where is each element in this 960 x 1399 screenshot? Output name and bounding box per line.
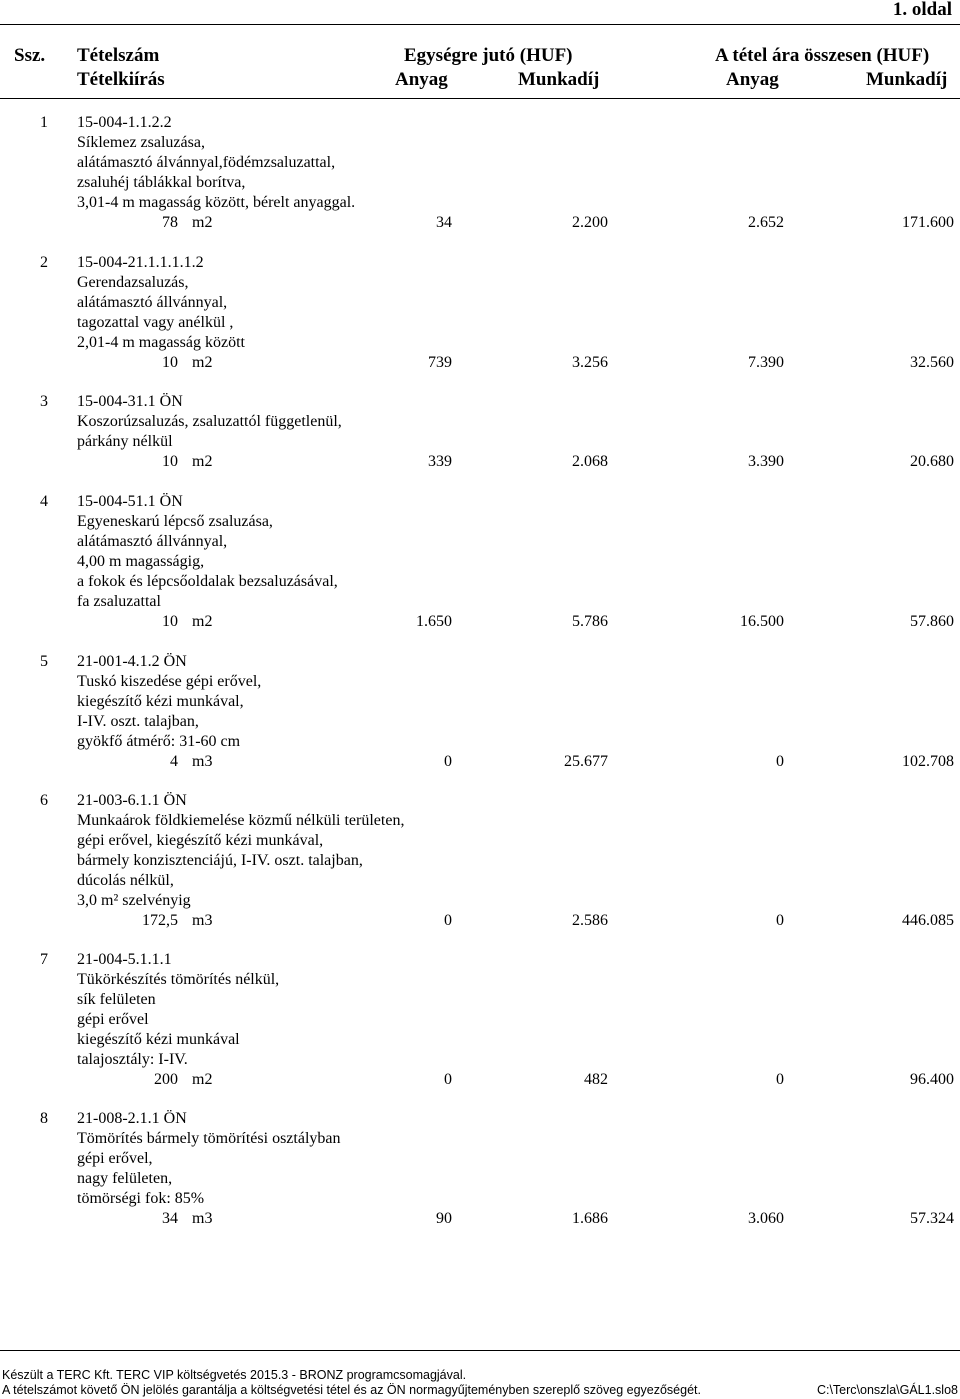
unit-price-anyag: 34 bbox=[436, 214, 452, 231]
item-code: 15-004-21.1.1.1.1.2 bbox=[77, 254, 204, 271]
item-description-line: Egyeneskarú lépcső zsaluzása, bbox=[77, 513, 273, 530]
header-anyag-total: Anyag bbox=[726, 69, 779, 90]
item-description-line: alátámasztó álvánnyal,födémzsaluzattal, bbox=[77, 154, 336, 171]
total-anyag: 3.390 bbox=[748, 453, 784, 470]
item-number: 4 bbox=[40, 493, 48, 510]
item-number: 3 bbox=[40, 393, 48, 410]
item-description-line: a fokok és lépcsőoldalak bezsaluzásával, bbox=[77, 573, 338, 590]
item-quantity: 4 bbox=[170, 753, 178, 770]
item-description-line: gépi erővel, bbox=[77, 1150, 153, 1167]
item-text bbox=[77, 1109, 341, 1209]
item-description-line: nagy felületen, bbox=[77, 1170, 173, 1187]
header-egysegre-juto: Egységre jutó (HUF) bbox=[404, 45, 573, 66]
total-munkadij: 171.600 bbox=[902, 214, 954, 231]
item-description-line: 3,01-4 m magasság között, bérelt anyaggal. bbox=[77, 194, 356, 211]
item-quantity: 10 bbox=[162, 354, 178, 371]
item-description-line: kiegészítő kézi munkával, bbox=[77, 693, 244, 710]
header-munkadij-unit: Munkadíj bbox=[518, 69, 600, 90]
footer-rule bbox=[0, 1350, 960, 1351]
footer-line-1: Készült a TERC Kft. TERC VIP költségvetés 2015.3 - BRONZ programcsomagjával. bbox=[2, 1368, 467, 1382]
item-description-line: fa zsaluzattal bbox=[77, 593, 161, 610]
item-text bbox=[77, 791, 404, 911]
unit-price-anyag: 739 bbox=[428, 354, 452, 371]
header-anyag-unit: Anyag bbox=[395, 69, 448, 90]
item-description-line: alátámasztó állvánnyal, bbox=[77, 533, 228, 550]
item-code: 15-004-1.1.2.2 bbox=[77, 114, 172, 131]
item-quantity: 34 bbox=[162, 1210, 178, 1227]
item-unit: m2 bbox=[192, 214, 213, 231]
item-description-line: Síklemez zsaluzása, bbox=[77, 134, 205, 151]
item-number: 6 bbox=[40, 792, 48, 809]
unit-price-anyag: 339 bbox=[428, 453, 452, 470]
item-description-line: Tuskó kiszedése gépi erővel, bbox=[77, 673, 262, 690]
header-ssz: Ssz. bbox=[14, 45, 46, 66]
item-number: 1 bbox=[40, 114, 48, 131]
total-anyag: 7.390 bbox=[748, 354, 784, 371]
item-description-line: 3,0 m² szelvényig bbox=[77, 892, 191, 909]
item-description-line: tagozattal vagy anélkül , bbox=[77, 314, 234, 331]
item-unit: m2 bbox=[192, 453, 213, 470]
item-description-line: 2,01-4 m magasság között bbox=[77, 334, 245, 351]
unit-price-anyag: 90 bbox=[436, 1210, 452, 1227]
total-munkadij: 57.860 bbox=[910, 613, 954, 630]
item-text bbox=[77, 950, 279, 1070]
header-munkadij-total: Munkadíj bbox=[866, 69, 948, 90]
item-code: 21-004-5.1.1.1 bbox=[77, 951, 172, 968]
item-description-line: 4,00 m magasságig, bbox=[77, 553, 205, 570]
item-description-line: I-IV. oszt. talajban, bbox=[77, 713, 199, 730]
item-description-line: Tükörkészítés tömörítés nélkül, bbox=[77, 971, 280, 988]
item-code: 15-004-51.1 ÖN bbox=[77, 493, 183, 510]
item-description-line: kiegészítő kézi munkával bbox=[77, 1031, 240, 1048]
item-text bbox=[77, 113, 355, 213]
item-description-line: Tömörítés bármely tömörítési osztályban bbox=[77, 1130, 341, 1147]
item-unit: m3 bbox=[192, 1210, 213, 1227]
item-quantity: 10 bbox=[162, 453, 178, 470]
item-unit: m2 bbox=[192, 1071, 213, 1088]
item-description-line: gépi erővel, kiegészítő kézi munkával, bbox=[77, 832, 324, 849]
item-number: 7 bbox=[40, 951, 48, 968]
footer-path: C:\Terc\onszla\GÁL1.slo8 bbox=[816, 1383, 958, 1397]
item-unit: m3 bbox=[192, 912, 213, 929]
item-quantity: 172,5 bbox=[142, 912, 178, 929]
item-code: 15-004-31.1 ÖN bbox=[77, 393, 183, 410]
item-quantity: 200 bbox=[154, 1071, 178, 1088]
header-tetel-ara: A tétel ára összesen (HUF) bbox=[715, 45, 930, 66]
item-description-line: talajosztály: I-IV. bbox=[77, 1051, 188, 1068]
unit-price-munkadij: 3.256 bbox=[572, 354, 608, 371]
item-description-line: sík felületen bbox=[77, 991, 156, 1008]
unit-price-munkadij: 2.586 bbox=[572, 912, 608, 929]
item-quantity: 78 bbox=[162, 214, 178, 231]
item-code: 21-008-2.1.1 ÖN bbox=[77, 1110, 187, 1127]
total-munkadij: 96.400 bbox=[910, 1071, 954, 1088]
page-number: 1. oldal bbox=[892, 0, 952, 20]
item-description-line: párkány nélkül bbox=[77, 433, 173, 450]
item-text bbox=[77, 392, 342, 452]
item-description-line: gépi erővel bbox=[77, 1011, 149, 1028]
item-quantity: 10 bbox=[162, 613, 178, 630]
unit-price-anyag: 0 bbox=[444, 912, 452, 929]
unit-price-munkadij: 482 bbox=[584, 1071, 608, 1088]
item-description-line: Munkaárok földkiemelése közmű nélküli területen, bbox=[77, 812, 405, 829]
unit-price-munkadij: 2.068 bbox=[572, 453, 608, 470]
item-text bbox=[77, 253, 245, 353]
total-anyag: 3.060 bbox=[748, 1210, 784, 1227]
total-anyag: 0 bbox=[776, 753, 784, 770]
total-munkadij: 20.680 bbox=[910, 453, 954, 470]
footer-line-2: A tételszámot követő ÖN jelölés garantálja a költségvetési tétel és az ÖN normagyűjteményben szereplő szöveg egyezőségét. bbox=[2, 1383, 701, 1397]
total-munkadij: 102.708 bbox=[902, 753, 954, 770]
item-unit: m3 bbox=[192, 753, 213, 770]
item-number: 8 bbox=[40, 1110, 48, 1127]
item-description-line: gyökfő átmérő: 31-60 cm bbox=[77, 733, 241, 750]
total-anyag: 2.652 bbox=[748, 214, 784, 231]
header-tetelkiiras: Tételkiírás bbox=[77, 69, 165, 90]
header-tetelszam: Tételszám bbox=[77, 45, 160, 66]
item-description-line: zsaluhéj táblákkal borítva, bbox=[77, 174, 246, 191]
total-anyag: 0 bbox=[776, 1071, 784, 1088]
item-description-line: tömörségi fok: 85% bbox=[77, 1190, 205, 1207]
unit-price-anyag: 0 bbox=[444, 1071, 452, 1088]
item-unit: m2 bbox=[192, 354, 213, 371]
unit-price-munkadij: 1.686 bbox=[572, 1210, 608, 1227]
header-bottom-rule bbox=[0, 98, 960, 99]
unit-price-munkadij: 25.677 bbox=[564, 753, 608, 770]
unit-price-munkadij: 5.786 bbox=[572, 613, 608, 630]
item-description-line: dúcolás nélkül, bbox=[77, 872, 174, 889]
unit-price-anyag: 1.650 bbox=[416, 613, 452, 630]
total-anyag: 0 bbox=[776, 912, 784, 929]
header-top-rule bbox=[0, 24, 960, 25]
item-description-line: bármely konzisztenciájú, I-IV. oszt. talajban, bbox=[77, 852, 363, 869]
total-munkadij: 446.085 bbox=[902, 912, 954, 929]
item-description-line: Koszorúzsaluzás, zsaluzattól függetlenül, bbox=[77, 413, 342, 430]
item-description-line: alátámasztó állvánnyal, bbox=[77, 294, 228, 311]
unit-price-munkadij: 2.200 bbox=[572, 214, 608, 231]
item-description-line: Gerendazsaluzás, bbox=[77, 274, 189, 291]
item-number: 2 bbox=[40, 254, 48, 271]
item-unit: m2 bbox=[192, 613, 213, 630]
total-munkadij: 57.324 bbox=[910, 1210, 954, 1227]
item-number: 5 bbox=[40, 653, 48, 670]
total-anyag: 16.500 bbox=[740, 613, 784, 630]
item-code: 21-003-6.1.1 ÖN bbox=[77, 792, 187, 809]
item-text bbox=[77, 652, 261, 752]
item-text bbox=[77, 492, 338, 612]
unit-price-anyag: 0 bbox=[444, 753, 452, 770]
total-munkadij: 32.560 bbox=[910, 354, 954, 371]
item-code: 21-001-4.1.2 ÖN bbox=[77, 653, 187, 670]
